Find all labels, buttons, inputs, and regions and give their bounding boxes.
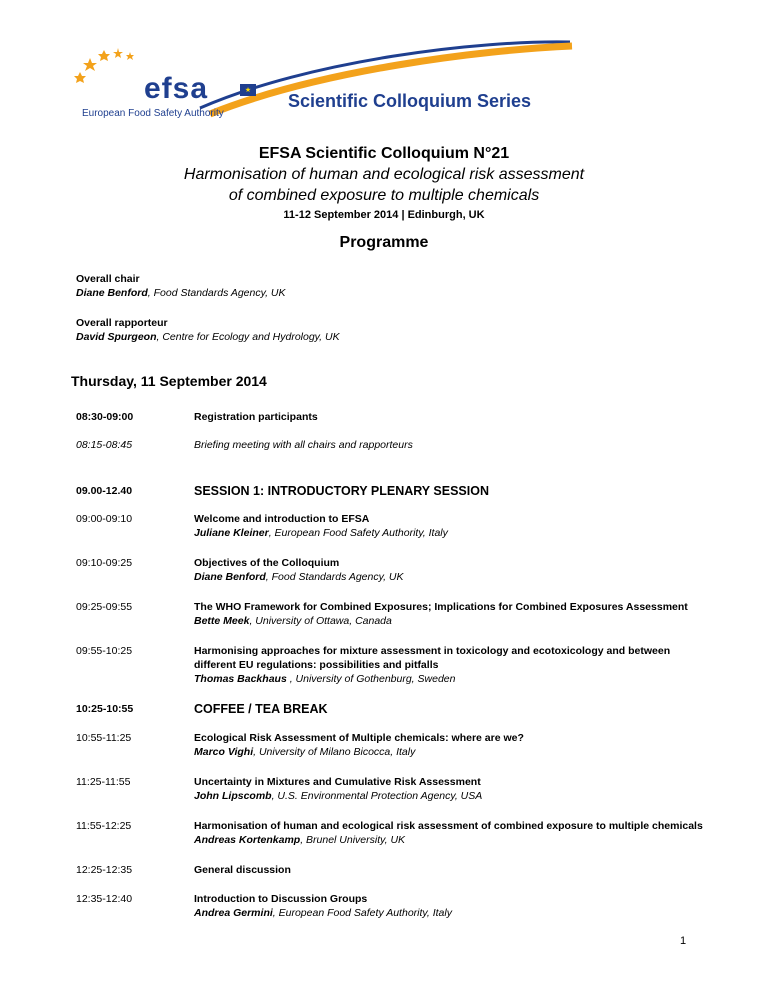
agenda-speaker: Bette Meek, University of Ottawa, Canada [194, 615, 392, 627]
agenda-time: 09:25-09:55 [76, 601, 133, 613]
agenda-title: Ecological Risk Assessment of Multiple chemicals: where are we? [194, 732, 524, 744]
agenda-title: Harmonising approaches for mixture assessment in toxicology and ecotoxicology and between [194, 645, 671, 657]
date-location: 11-12 September 2014 | Edinburgh, UK [283, 209, 485, 221]
series-title: Scientific Colloquium Series [288, 91, 532, 111]
agenda-item [194, 892, 724, 920]
agenda-item [194, 512, 724, 540]
colloquium-banner [60, 30, 680, 130]
document-title [0, 143, 768, 224]
agenda-item [194, 731, 724, 759]
agenda-title: Introduction to Discussion Groups [194, 893, 368, 905]
break-title: COFFEE / TEA BREAK [194, 702, 328, 716]
agenda-speaker: Andreas Kortenkamp, Brunel University, UK [194, 834, 406, 846]
role-label: Overall chair [76, 273, 140, 285]
agenda-item [194, 775, 724, 803]
stars-icon [74, 48, 134, 83]
agenda-item [194, 600, 724, 628]
efsa-logo: efsa [144, 72, 209, 105]
role-label: Overall rapporteur [76, 317, 168, 329]
session-title: SESSION 1: INTRODUCTORY PLENARY SESSION [194, 484, 489, 498]
agenda-speaker: John Lipscomb, U.S. Environmental Protection Agency, USA [194, 790, 483, 802]
eu-flag-icon: ★ [240, 84, 256, 96]
agenda-time: 12:25-12:35 [76, 864, 133, 876]
colloquium-topic-line2: of combined exposure to multiple chemicals [228, 187, 540, 204]
agenda-item [194, 819, 724, 847]
agenda-title: Welcome and introduction to EFSA [194, 513, 370, 525]
roles-block [76, 272, 340, 344]
agenda-time: 09:55-10:25 [76, 645, 133, 657]
role-person: Diane Benford, Food Standards Agency, UK [76, 287, 286, 299]
agenda-item [194, 644, 724, 686]
agenda-speaker: Thomas Backhaus , University of Gothenburg, Sweden [194, 673, 456, 685]
agenda-speaker: Juliane Kleiner, European Food Safety Authority, Italy [194, 527, 448, 539]
agenda-title: Briefing meeting with all chairs and rapporteurs [194, 439, 413, 451]
agenda-speaker: Andrea Germini, European Food Safety Authority, Italy [194, 907, 452, 919]
agenda-title: Objectives of the Colloquium [194, 557, 340, 569]
agenda-item [194, 556, 724, 584]
agenda-speaker: Diane Benford, Food Standards Agency, UK [194, 571, 404, 583]
agenda-title: Harmonisation of human and ecological risk assessment of combined exposure to multiple chemicals [194, 820, 703, 832]
agenda-speaker: Marco Vighi, University of Milano Bicocca, Italy [194, 746, 416, 758]
agenda-time: 09:00-09:10 [76, 513, 133, 525]
agenda-title: General discussion [194, 864, 291, 876]
agenda-time: 11:55-12:25 [76, 820, 132, 832]
programme-heading: Programme [339, 234, 429, 251]
agenda-time: 12:35-12:40 [76, 893, 133, 905]
agenda-title: The WHO Framework for Combined Exposures; Implications for Combined Exposures Assessment [194, 601, 688, 613]
agenda-title: Registration participants [194, 411, 318, 423]
agenda-time: 09:10-09:25 [76, 557, 133, 569]
agenda-time: 09.00-12.40 [76, 485, 133, 497]
colloquium-topic-line1: Harmonisation of human and ecological risk assessment [183, 166, 585, 183]
agenda-time: 11:25-11:55 [76, 776, 131, 788]
page-number: 1 [680, 935, 687, 947]
agenda-time: 10:25-10:55 [76, 703, 134, 715]
agenda-title-cont: different EU regulations: possibilities and pitfalls [194, 659, 439, 671]
agenda-time: 08:30-09:00 [76, 411, 134, 423]
agenda-time: 10:55-11:25 [76, 732, 132, 744]
day-heading: Thursday, 11 September 2014 [71, 373, 267, 389]
agenda-time: 08:15-08:45 [76, 439, 133, 451]
logo-subtitle: European Food Safety Authority [82, 108, 224, 119]
agenda-title: Uncertainty in Mixtures and Cumulative Risk Assessment [194, 776, 481, 788]
role-person: David Spurgeon, Centre for Ecology and Hydrology, UK [76, 331, 340, 343]
colloquium-number: EFSA Scientific Colloquium N°21 [258, 145, 510, 162]
